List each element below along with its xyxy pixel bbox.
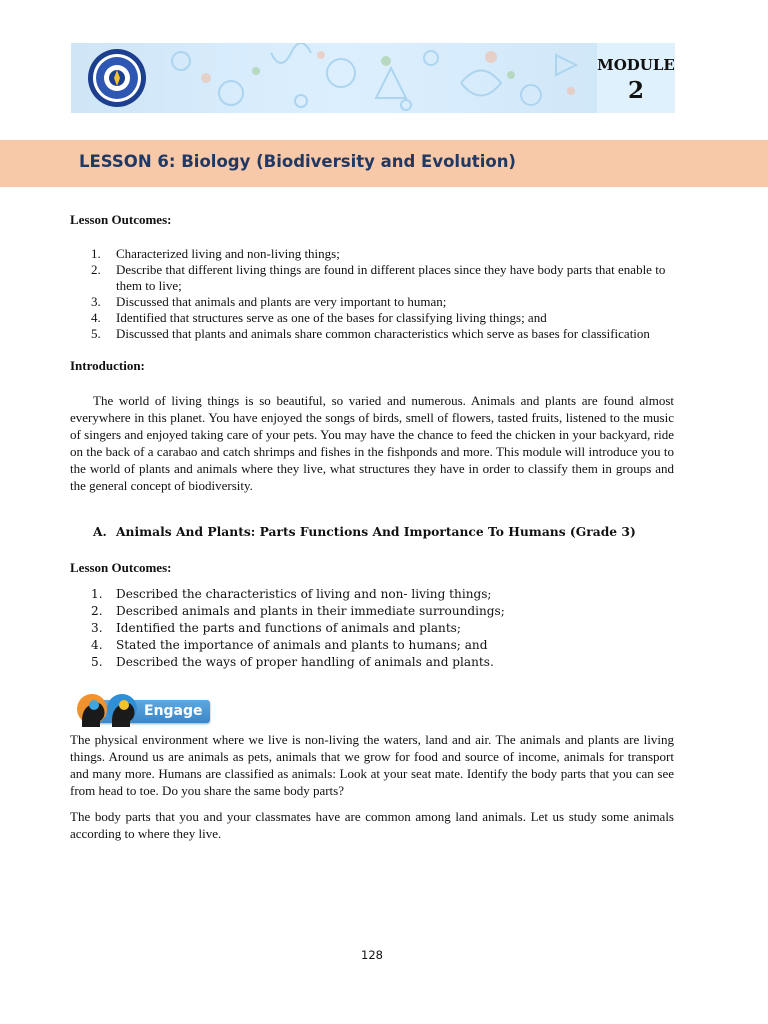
engage-paragraph: The body parts that you and your classmates have are common among land animals. Let us study some animals according to where they live. (70, 809, 674, 841)
engage-label: Engage (144, 703, 203, 719)
section-a-title: Animals And Plants: Parts Functions And Importance To Humans (Grade 3) (116, 524, 636, 539)
module-header (71, 43, 675, 113)
list-item: Described the ways of proper handling of animals and plants. (116, 655, 494, 669)
lesson-title: LESSON 6: Biology (Biodiversity and Evolution) (79, 152, 516, 171)
page-content (70, 212, 674, 842)
module-number: 2 (627, 77, 644, 104)
lesson-outcomes-heading: Lesson Outcomes: (70, 212, 172, 227)
section-a-outcomes-heading: Lesson Outcomes: (70, 560, 172, 575)
engage-paragraph: The physical environment where we live is non-living the waters, land and air. The animals and plants are living things. Around us are animals as pets, animals that we grow for food and source of income, animals for transport and many more. Humans are classified as animals: Look at your seat mate. Identify the body parts that you can see from head to toe. Do you share the same body parts? (70, 732, 674, 798)
introduction-paragraph: The world of living things is so beautiful, so varied and numerous. Animals and plants are found almost everywhere in this planet. You have enjoyed the songs of birds, smell of flowers, tasted fruits, listened to the music of singers and enjoyed taking care of your pets. You may have the chance to feed the chicken in your backyard, ride on the back of a carabao and catch shrimps and fishes in the fishponds and more. This module will introduce you to the world of plants and animals where they live, what structures they have in order to classify them in groups and the general concept of biodiversity. (70, 393, 674, 493)
section-a-outcomes-list (70, 586, 674, 671)
list-item: Identified the parts and functions of animals and plants; (116, 621, 461, 635)
list-item: Described animals and plants in their immediate surroundings; (116, 604, 505, 618)
module-label: MODULE (597, 56, 675, 74)
lesson-outcomes-list (70, 246, 674, 342)
list-item: Described the characteristics of living and non- living things; (116, 587, 492, 601)
heads-icon (72, 691, 144, 727)
module-number-box (597, 43, 675, 113)
list-item: Identified that structures serve as one of the bases for classifying living things; and (116, 310, 547, 325)
list-item: Stated the importance of animals and plants to humans; and (116, 638, 488, 652)
section-letter: A. (93, 524, 107, 539)
list-item: Describe that different living things are found in different places since they have body parts that enable to them to live; (116, 262, 666, 293)
page-number: 128 (361, 948, 383, 962)
list-item: Discussed that animals and plants are very important to human; (116, 294, 447, 309)
list-item: Discussed that plants and animals share common characteristics which serve as bases for classification (116, 326, 650, 341)
introduction-heading: Introduction: (70, 358, 145, 373)
science-pattern-decoration (161, 43, 591, 113)
lesson-title-band (0, 140, 768, 187)
university-seal-logo (77, 48, 157, 108)
list-item: Characterized living and non-living things; (116, 246, 340, 261)
engage-banner (72, 691, 212, 727)
section-a-heading (70, 524, 674, 540)
